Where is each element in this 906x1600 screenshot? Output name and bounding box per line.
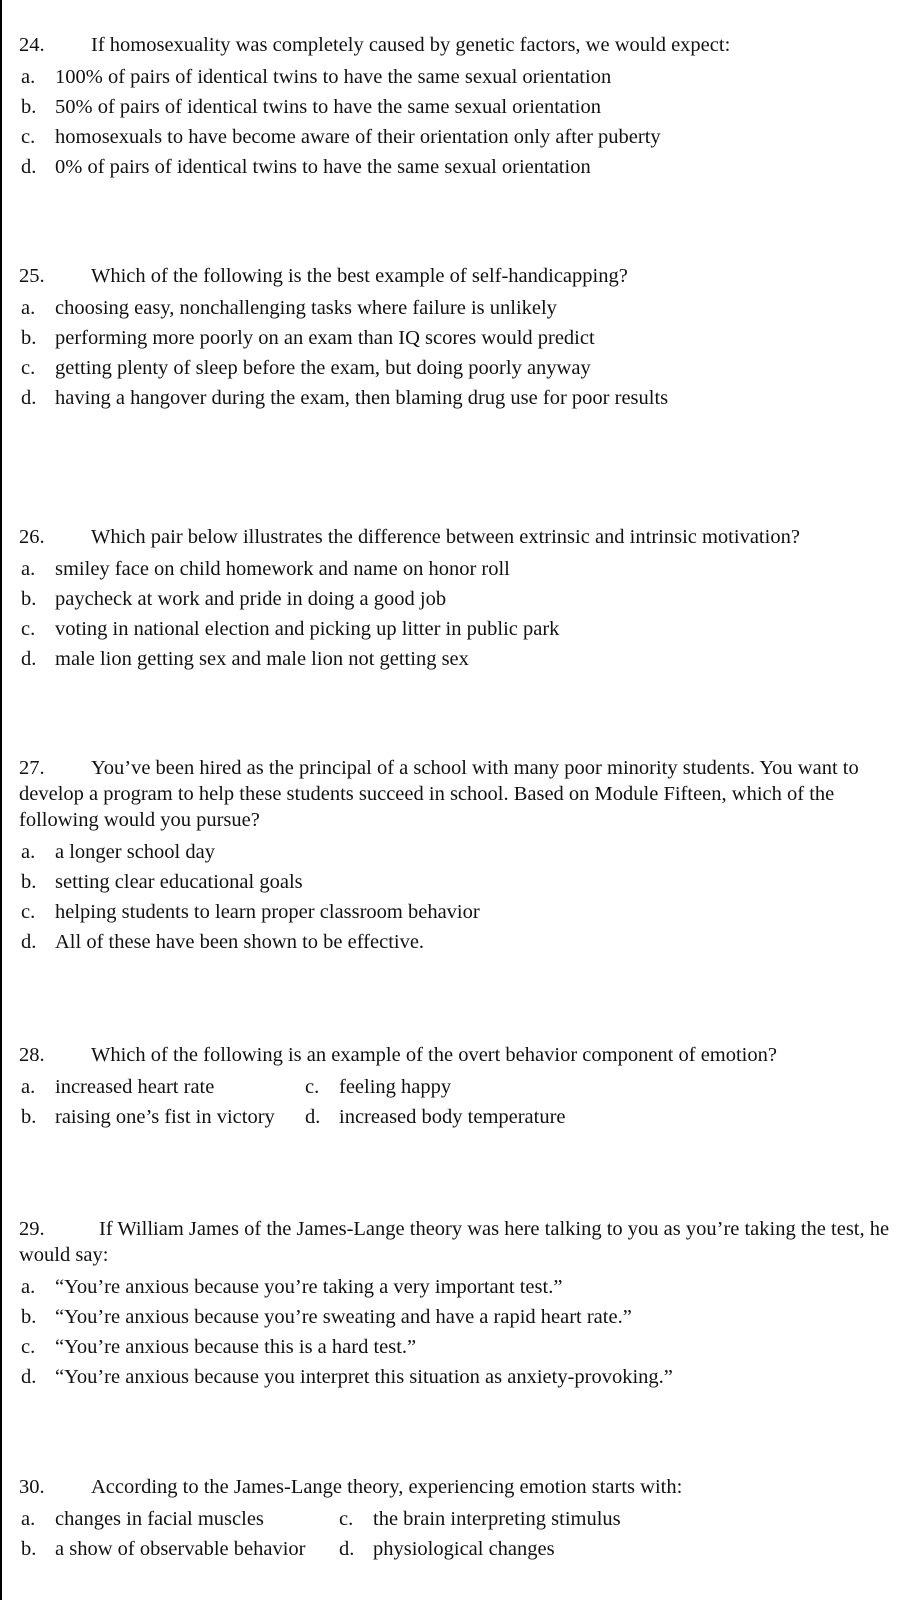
question-text: According to the James-Lange theory, experiencing emotion starts with: [91,1476,683,1498]
question-stem [19,755,899,833]
option-letter: a. [21,66,36,88]
option-a [19,1272,899,1302]
option-b [19,92,899,122]
option-c [19,614,899,644]
question-text: Which of the following is the best example of self-handicapping? [91,265,628,287]
option-letter: b. [21,1538,37,1560]
question-24 [19,32,899,182]
question-number: 26. [19,526,45,548]
option-text: paycheck at work and pride in doing a good job [55,588,447,610]
question-stem [19,263,899,289]
option-d [19,152,899,182]
question-number: 28. [19,1044,45,1066]
option-text: raising one’s fist in victory [55,1106,275,1128]
option-b [19,1102,303,1132]
option-a [19,837,899,867]
question-stem [19,32,899,58]
option-text: smiley face on child homework and name on honor roll [55,558,510,580]
option-c [19,1332,899,1362]
option-text: increased body temperature [339,1106,566,1128]
option-text: 50% of pairs of identical twins to have the same sexual orientation [55,96,601,118]
option-c [19,122,899,152]
option-letter: d. [21,1366,37,1388]
option-row [19,1102,899,1132]
option-letter: c. [21,1336,36,1358]
option-text: performing more poorly on an exam than IQ scores would predict [55,327,595,349]
option-letter: c. [21,126,36,148]
option-text: having a hangover during the exam, then blaming drug use for poor results [55,387,669,409]
option-letter: b. [21,1306,37,1328]
question-30 [19,1474,899,1564]
option-d [19,644,899,674]
option-letter: c. [21,901,36,923]
option-b [19,584,899,614]
question-28 [19,1042,899,1132]
option-text: voting in national election and picking up litter in public park [55,618,560,640]
option-c [19,353,899,383]
option-text: male lion getting sex and male lion not getting sex [55,648,469,670]
question-text: If homosexuality was completely caused by genetic factors, we would expect: [91,34,731,56]
option-d [337,1534,555,1564]
option-text: “You’re anxious because you’re sweating and have a rapid heart rate.” [55,1306,632,1328]
option-b [19,1534,337,1564]
option-text: choosing easy, nonchallenging tasks where failure is unlikely [55,297,557,319]
option-c [337,1504,621,1534]
option-letter: c. [21,357,36,379]
option-letter: d. [21,931,37,953]
question-text: If William James of the James-Lange theory was here talking to you as you’re taking the test, he would say: [19,1218,890,1266]
option-text: 100% of pairs of identical twins to have the same sexual orientation [55,66,612,88]
option-text: changes in facial muscles [55,1508,264,1530]
option-a [19,1504,337,1534]
question-29 [19,1216,899,1392]
question-number: 25. [19,265,45,287]
option-letter: d. [305,1106,321,1128]
option-letter: b. [21,588,37,610]
option-letter: c. [21,618,36,640]
option-text: “You’re anxious because you interpret this situation as anxiety-provoking.” [55,1366,673,1388]
option-b [19,867,899,897]
option-a [19,62,899,92]
option-letter: d. [21,648,37,670]
option-letter: a. [21,1508,36,1530]
option-text: “You’re anxious because you’re taking a very important test.” [55,1276,563,1298]
option-text: the brain interpreting stimulus [373,1508,621,1530]
question-26 [19,524,899,674]
option-letter: a. [21,558,36,580]
option-d [19,383,899,413]
option-text: physiological changes [373,1538,555,1560]
option-row [19,1504,899,1534]
option-letter: a. [21,297,36,319]
option-row [19,1534,899,1564]
option-text: increased heart rate [55,1076,215,1098]
question-25 [19,263,899,413]
question-number: 24. [19,34,45,56]
question-number: 27. [19,757,45,779]
option-d [19,1362,899,1392]
option-text: getting plenty of sleep before the exam, but doing poorly anyway [55,357,591,379]
option-a [19,293,899,323]
option-text: 0% of pairs of identical twins to have the same sexual orientation [55,156,591,178]
option-c [303,1072,451,1102]
option-text: setting clear educational goals [55,871,303,893]
option-d [303,1102,566,1132]
question-stem [19,1042,899,1068]
option-letter: d. [21,156,37,178]
option-c [19,897,899,927]
question-stem [19,1474,899,1500]
option-a [19,554,899,584]
question-27 [19,755,899,957]
option-letter: b. [21,327,37,349]
option-b [19,323,899,353]
option-letter: b. [21,96,37,118]
option-letter: a. [21,841,36,863]
option-text: homosexuals to have become aware of their orientation only after puberty [55,126,661,148]
option-text: helping students to learn proper classroom behavior [55,901,480,923]
option-text: “You’re anxious because this is a hard test.” [55,1336,417,1358]
option-text: a show of observable behavior [55,1538,306,1560]
option-d [19,927,899,957]
option-letter: b. [21,1106,37,1128]
option-letter: a. [21,1076,36,1098]
option-b [19,1302,899,1332]
option-text: a longer school day [55,841,215,863]
option-letter: c. [339,1508,354,1530]
option-letter: c. [305,1076,320,1098]
question-stem [19,524,899,550]
option-letter: d. [339,1538,355,1560]
option-text: All of these have been shown to be effective. [55,931,425,953]
option-a [19,1072,303,1102]
question-text: You’ve been hired as the principal of a school with many poor minority students. You want to develop a program to help these students succeed in school. Based on Module Fifteen, which of the following would you pursue? [19,757,859,831]
option-letter: b. [21,871,37,893]
option-letter: a. [21,1276,36,1298]
option-letter: d. [21,387,37,409]
question-number: 30. [19,1476,45,1498]
option-text: feeling happy [339,1076,452,1098]
question-stem [19,1216,899,1268]
option-row [19,1072,899,1102]
question-text: Which of the following is an example of the overt behavior component of emotion? [91,1044,777,1066]
question-number: 29. [19,1218,45,1240]
question-text: Which pair below illustrates the difference between extrinsic and intrinsic motivation? [91,526,800,548]
